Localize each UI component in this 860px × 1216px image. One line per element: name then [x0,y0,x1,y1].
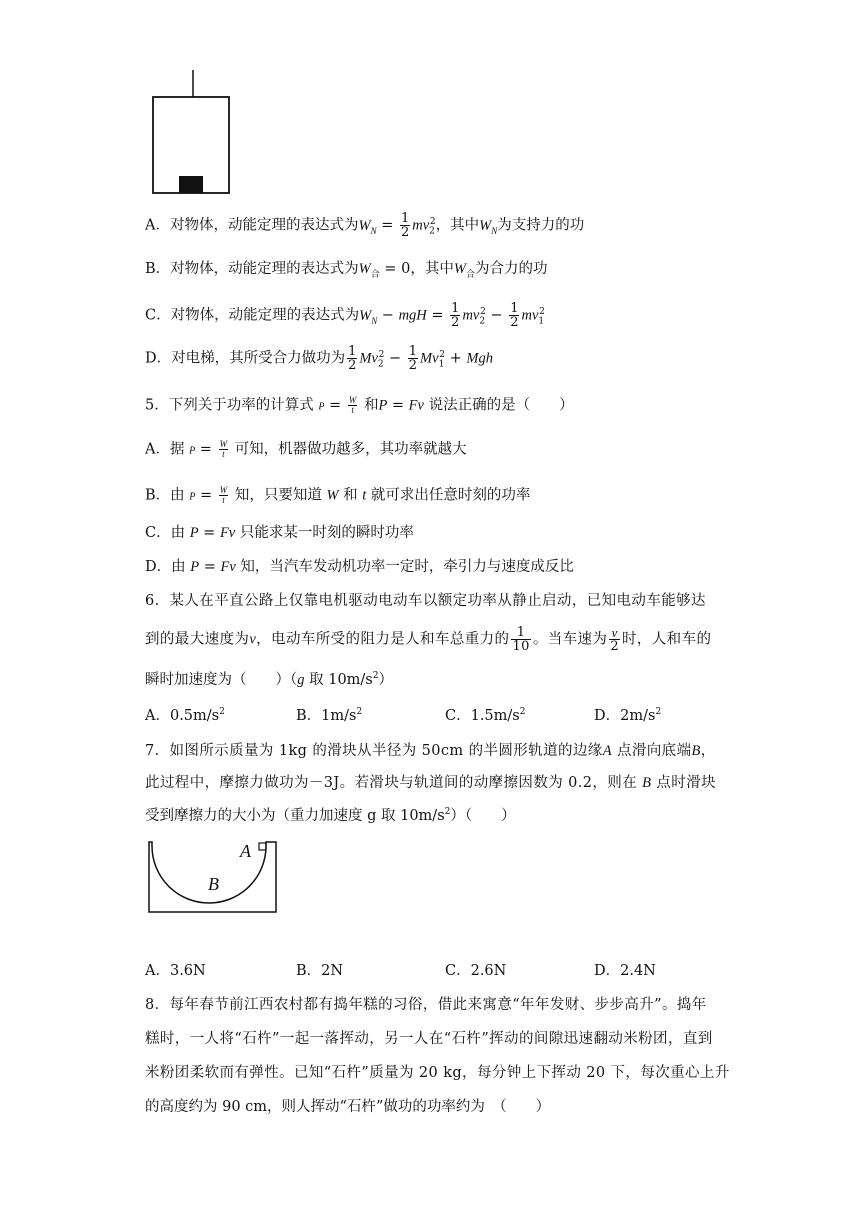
q5-b-pre: B．由 [145,487,185,504]
q6-line-1: 6．某人在平直公路上仅靠电机驱动电动车以额定功率从静止启动，已知电动车能够达 [145,593,706,609]
track-label-a: A [240,841,251,861]
q7-line2-b: B [642,775,652,791]
q7-line2-text: 此过程中，摩擦力做功为－3J。若滑块与轨道间的动摩擦因数为 0.2，则在 [145,775,638,791]
q7-line3-post: ）（ ） [450,807,516,824]
q6-option-d-text: D．2m/s [594,707,656,724]
q7-line1-a: A [602,743,612,759]
q7-option-d: D．2.4N [594,963,656,979]
q7-option-c: C．2.6N [445,963,507,979]
q6-line2-mid: ，电动车所受的阻力是人和车总重力的 [256,631,510,648]
q4-a-tail: 为支持力的功 [497,217,585,234]
q6-line3-pre: 瞬时加速度为（ ）（ [145,671,298,688]
q5-option-c: C．由 P = Fv 只能求某一时刻的瞬时功率 [145,525,414,541]
q7-line3-text: 受到摩擦力的大小为（重力加速度 g 取 10m/s [145,807,445,824]
q6-line3-g: g [297,671,305,688]
q7-line-2 [145,776,716,791]
q4-d-text: D．对电梯，其所受合力做功为 [145,350,346,367]
q6-line-3: 瞬时加速度为（ ）（g 取 $10m/s^2$） [145,671,393,688]
q7-option-a: A．3.6N [145,963,206,979]
elevator-diagram [145,66,245,196]
q8-line-4: 的高度约为 90 cm，则人挥动“石杵”做功的功率约为 （ ） [145,1099,551,1115]
q5-b-text: 知，只要知道 [234,487,322,504]
q5-b-tail: 就可求出任意时刻的功率 [370,487,531,504]
track-label-b: B [208,874,219,894]
q8-line-3: 米粉团柔软而有弹性。已知“石杵”质量为 20 kg，每分钟上下挥动 20 下，每次重心上升 [145,1065,730,1081]
q5-c-text: 只能求某一时刻的瞬时功率 [239,525,414,541]
q4-a-mid: ，其中 [435,217,480,234]
q8-line-2: 糕时，一人将“石杵”一起一落挥动，另一人在“石杵”挥动的间隙迅速翻动米粉团，直到 [145,1031,713,1047]
q7-line-3: 受到摩擦力的大小为（重力加速度 g 取 $10m/s^2$）（ ） [145,807,516,824]
q4-b-text: B．对物体，动能定理的表达式为 [145,261,359,277]
q7-line-1 [145,744,716,759]
q6-option-a-text: A．0.5m/s [145,707,220,724]
q4-b-mid: ，其中 [410,261,454,277]
q4-b-tail: 为合力的功 [474,261,548,277]
q8-line-1: 8．每年春节前江西农村都有捣年糕的习俗，借此来寓意“年年发财、步步高升”。捣年 [145,997,707,1013]
q6-line3-post: 取 10m/s [304,671,373,688]
q5-a-text: 可知，机器做功越多，其功率就越大 [234,441,467,458]
q7-line1-end: ， [700,743,716,759]
q6-line2-pre: 到的最大速度为 [145,631,250,648]
q6-option-c: C．$1.5m/s^2$ [445,707,526,724]
q5-a-pre: A．据 [145,441,185,458]
q5-stem-mid: 和 [363,397,379,414]
q6-option-d: D．$2m/s^2$ [594,707,662,724]
q5-stem-text: 5．下列关于功率的计算式 [145,397,314,414]
q5-b-mid: 和 [343,487,358,504]
q6-option-b-text: B．1m/s [296,707,357,724]
q5-stem-tail: 说法正确的是（ ） [428,397,574,414]
semicircle-track-diagram [145,838,280,916]
q4-a-text: A．对物体，动能定理的表达式为 [145,217,359,234]
q6-option-b: B．$1m/s^2$ [296,707,363,724]
q4-c-text: C．对物体，动能定理的表达式为 [145,307,360,324]
q5-option-b: B．由 P = $\frac{W}{t}$ 知，只要知道 W 和 t 就可求出任意时刻的功率 [145,485,531,505]
q7-line2-post: 点时滑块 [656,775,717,791]
q6-option-c-text: C．1.5m/s [445,707,520,724]
q4-option-b: B．对物体，动能定理的表达式为$W_合 = 0$，其中$W_合$为合力的功 [145,261,548,280]
q5-option-d: D．由 P = Fv 知，当汽车发动机功率一定时，牵引力与速度成反比 [145,559,574,575]
q7-line1-post: 点滑向底端 [616,743,692,759]
q6-line2-mid2: 。当车速为 [532,631,608,648]
q6-line-2: 到的最大速度为v，电动车所受的阻力是人和车总重力的 $\frac{1}{10}$ 。当车速为 $\frac{v}{2}$ 时，人和车的 [145,625,712,654]
q5-d-text: 知，当汽车发动机功率一定时，牵引力与速度成反比 [240,559,574,575]
q4-option-a: A．对物体，动能定理的表达式为$W_N$ = $\frac{1}{2}$ $mv_2^2$，其中$W_N$为支持力的功 [145,211,585,240]
q7-line1-b: B [691,743,701,759]
q4-option-c: C．对物体，动能定理的表达式为$W_N$ − mgH = $\frac{1}{2}$ $mv_2^2$ − $\frac{1}{2}$ $mv_1^2$ [145,301,545,330]
q6-line2-post: 时，人和车的 [621,631,712,648]
q5-c-pre: C．由 [145,525,186,541]
q5-option-a: A．据 P = $\frac{W}{t}$ 可知，机器做功越多，其功率就越大 [145,439,467,459]
q5-stem: 5．下列关于功率的计算式 P = $\frac{W}{t}$ 和P = Fv 说法正确的是（ ） [145,395,574,415]
q6-option-a: A．$0.5m/s^2$ [145,707,225,724]
q6-line3-end: ） [378,671,393,688]
q4-option-d: D．对电梯，其所受合力做功为 $\frac{1}{2}$ $Mv_2^2$ − $\frac{1}{2}$ $Mv_1^2$ + Mgh [145,344,493,373]
q7-line1-text: 7．如图所示质量为 1kg 的滑块从半径为 50cm 的半圆形轨道的边缘 [145,743,603,759]
q5-d-pre: D．由 [145,559,186,575]
q7-option-b: B．2N [296,963,344,979]
